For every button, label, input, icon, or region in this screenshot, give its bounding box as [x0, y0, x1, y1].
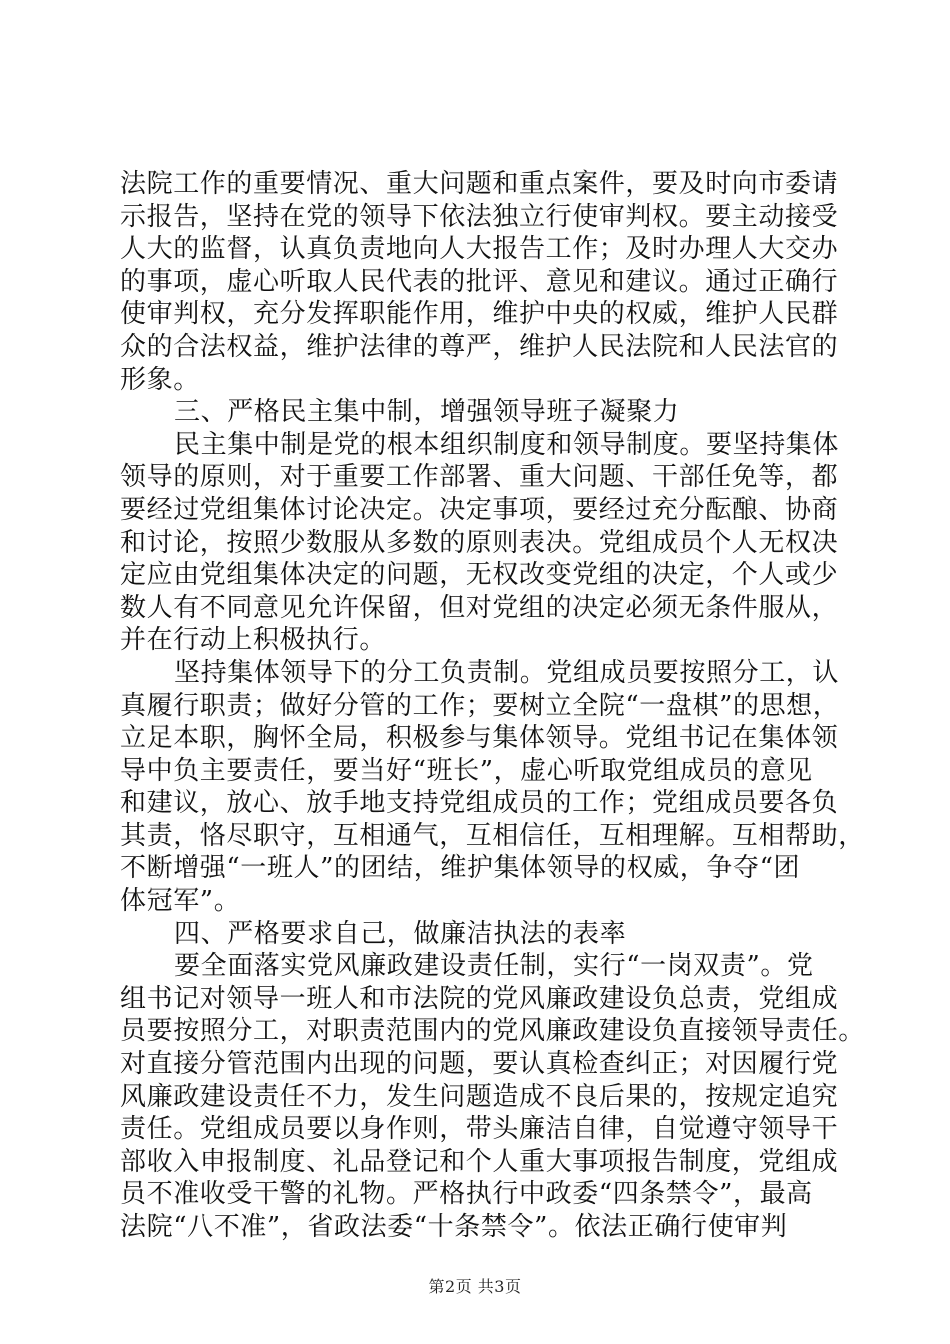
text-line: 众的合法权益，维护法律的尊严，维护人民法院和人民法官的: [120, 331, 839, 362]
text-line: 员不准收受干警的礼物。严格执行中政委“四条禁令”，最高: [120, 1179, 813, 1210]
text-line: 领导的原则，对于重要工作部署、重大问题、干部任免等，都: [120, 462, 839, 493]
text-line: 和建议，放心、放手地支持党组成员的工作；党组成员要各负: [120, 788, 839, 819]
text-line: 定应由党组集体决定的问题，无权改变党组的决定，个人或少: [120, 560, 839, 591]
text-line: 使审判权，充分发挥职能作用，维护中央的权威，维护人民群: [120, 299, 839, 330]
page-number: 第2页 共3页: [428, 1277, 522, 1296]
text-line: 并在行动上积极执行。: [120, 625, 387, 656]
text-line: 对直接分管范围内出现的问题，要认真检查纠正；对因履行党: [120, 1049, 839, 1080]
text-line: 要全面落实党风廉政建设责任制，实行“一岗双责”。党: [174, 951, 814, 982]
text-line: 示报告，坚持在党的领导下依法独立行使审判权。要主动接受: [120, 201, 839, 232]
text-line: 体冠军”。: [120, 886, 241, 917]
text-line: 员要按照分工，对职责范围内的党风廉政建设负直接领导责任。: [120, 1016, 865, 1047]
section-heading: 四、严格要求自己，做廉洁执法的表率: [174, 918, 627, 949]
text-line: 民主集中制是党的根本组织制度和领导制度。要坚持集体: [174, 429, 840, 460]
section-heading: 三、严格民主集中制，增强领导班子凝聚力: [174, 397, 680, 428]
text-line: 数人有不同意见允许保留，但对党组的决定必须无条件服从，: [120, 592, 839, 623]
text-line: 真履行职责；做好分管的工作；要树立全院“一盘棋”的思想，: [120, 690, 840, 721]
text-line: 形象。: [120, 364, 200, 395]
document-body: [120, 168, 865, 1244]
text-line: 不断增强“一班人”的团结，维护集体领导的权威，争夺“团: [120, 853, 801, 884]
text-line: 和讨论，按照少数服从多数的原则表决。党组成员个人无权决: [120, 527, 839, 558]
text-line: 风廉政建设责任不力，发生问题造成不良后果的，按规定追究: [120, 1081, 839, 1112]
text-line: 要经过党组集体讨论决定。决定事项，要经过充分酝酿、协商: [120, 494, 839, 525]
text-line: 部收入申报制度、礼品登记和个人重大事项报告制度，党组成: [120, 1146, 839, 1177]
text-line: 法院工作的重要情况、重大问题和重点案件，要及时向市委请: [120, 169, 839, 199]
text-line: 导中负主要责任，要当好“班长”，虚心听取党组成员的意见: [120, 755, 813, 786]
text-line: 责任。党组成员要以身作则，带头廉洁自律，自觉遵守领导干: [120, 1114, 839, 1145]
text-line: 的事项，虚心听取人民代表的批评、意见和建议。通过正确行: [120, 266, 839, 297]
text-line: 法院“八不准”，省政法委“十条禁令”。依法正确行使审判: [120, 1212, 788, 1242]
text-line: 立足本职，胸怀全局，积极参与集体领导。党组书记在集体领: [120, 723, 839, 754]
text-line: 坚持集体领导下的分工负责制。党组成员要按照分工，认: [174, 657, 840, 688]
text-line: 其责，恪尽职守，互相通气，互相信任，互相理解。互相帮助，: [120, 820, 865, 851]
text-line: 组书记对领导一班人和市法院的党风廉政建设负总责，党组成: [120, 983, 839, 1014]
text-line: 人大的监督，认真负责地向人大报告工作；及时办理人大交办: [120, 234, 839, 265]
